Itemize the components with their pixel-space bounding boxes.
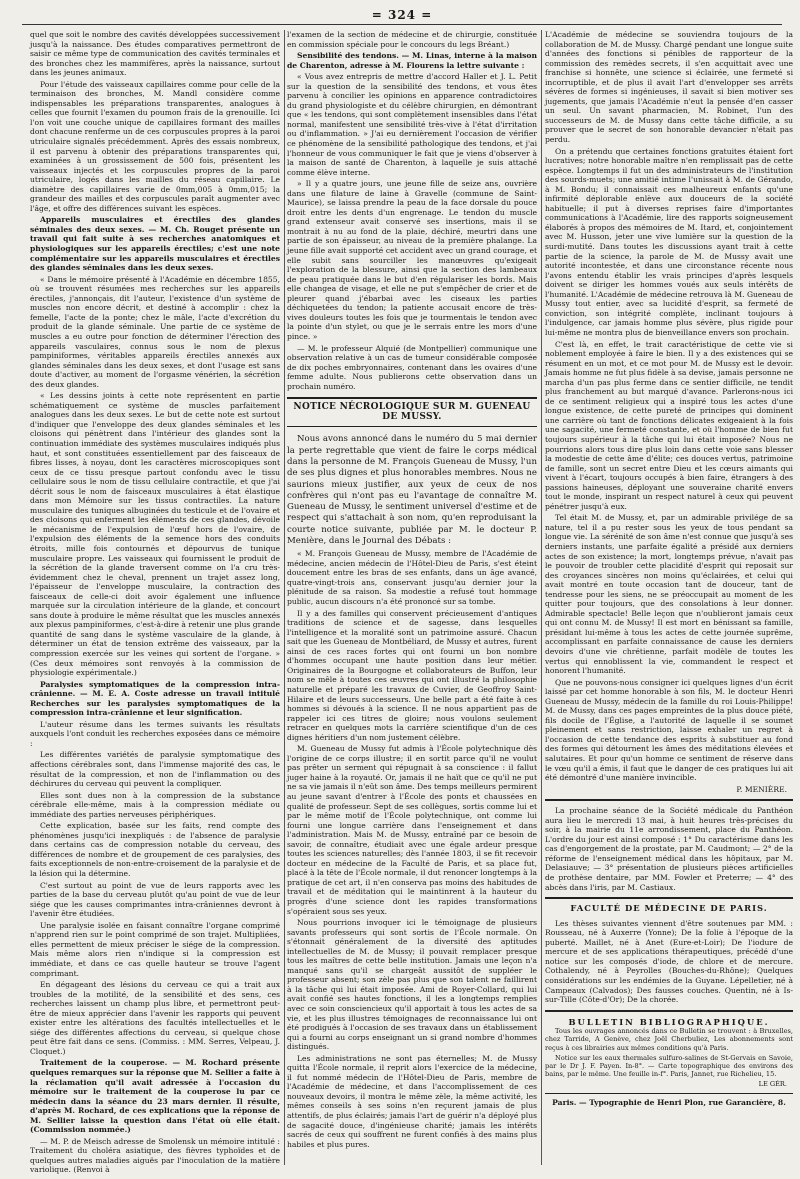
page-header	[22, 6, 782, 24]
bibliography-entry: Notice sur les eaux thermales sulfuro-salines de St-Gervais en Savoie, par le Dr J. F. Payen. In-8°. — Carte topographique des environs des bains, par le même. Une feuille in-f°. Paris, Jannet, rue Richelieu, 15.	[545, 1053, 793, 1079]
theses-list: Les thèses suivantes viennent d'être soutenues par MM. : Rousseau, né à Auxerre (Yonne); De la folie à l'époque de la puberté. Maillet, né à Anet (Eure-et-Loir); De l'iodure de mercure et de ses applications thérapeutiques, précédé d'une notice sur les composés d'iode, de chlore et de mercure. Cothalendy, né à Peyrolles (Bouches-du-Rhône); Quelques considérations sur les endémies de la Guyane. Lépelletier, né à Campeaux (Calvados); Des fausses couches. Quentin, né à Is-sur-Tille (Côte-d'Or); De la chorée.	[545, 918, 793, 1005]
paragraph: Il y a des familles qui conservent précieusement d'antiques traditions de science et de sagesse, dans lesquelles l'intelligence et la moralité sont un patrimoine assuré. Chacun sait que les Gueneau de Montbéliard, de Mussy et autres, furent ainsi de ces races fortes qui ont fourni un bon nombre d'hommes occupant une haute position dans leur métier. Originaires de la Bourgogne et collaborateurs de Buffon, leur nom se mêle à toutes ces œuvres qui ont illustré la philosophie naturelle et préparé les travaux de Cuvier, de Geoffroy Saint-Hilaire et de leurs successeurs. Une belle part a été faite à ces hommes si dévoués à la science. Il ne nous appartient pas de rappeler ici ces titres de gloire; nous voulons seulement retracer en quelques mots la carrière scientifique d'un de ces dignes héritiers d'un nom justement célèbre.	[287, 608, 537, 742]
paragraph: Cette explication, basée sur les faits, rend compte des phénomènes jusqu'ici inexpliqués : de l'absence de paralysie dans certains cas de compression notable du cerveau, des différences de nombre et de groupement de ces paralysies, des faits exceptionnels de non-entre-croisement de la paralysie et de la lésion qui la détermine.	[30, 821, 280, 879]
paragraph: C'est là, en effet, le trait caractéristique de cette vie si noblement employée à faire le bien. Il y a des existences qui se résument en un mot, et ce mot pour M. de Mussy est le devoir. Jamais homme ne fut plus fidèle à sa devise, jamais personne ne marcha d'un pas plus ferme dans ce sentier difficile, ne tendit plus franchement au but marqué d'avance. Parlerons-nous ici de ce sentiment religieux qui a inspiré tous les actes d'une longue existence, de cette pureté de principes qui dominent une carrière où tant de fonctions délicates exigeaient à la fois une sagacité, une fermeté constante, et où l'homme de bien fut toujours supérieur à la tâche qui lui était imposée? Nous ne pourrions alors tous dire plus loin dans cette voie sans blesser la modestie de cette âme d'élite; ces douces vertus, patrimoine de famille, sont un secret entre Dieu et les cœurs aimants qui vivent à l'écart, toujours occupés à bien faire, étrangers à des passions haineuses, déployant une souveraine charité envers tout le monde, inspirant un respect naturel à ceux qui peuvent pénétrer jusqu'à eux.	[545, 339, 793, 511]
paragraph: Les administrations ne sont pas éternelles; M. de Mussy quitta l'École normale, il reprit alors l'exercice de la médecine, il fut nommé médecin de l'Hôtel-Dieu de Paris, membre de l'Académie de médecine, et dans l'accomplissement de ces nouveaux devoirs, il montra le même zèle, la même activité, les mêmes conseils à ses soins n'en reçurent jamais de plus attentifs, de plus éclairés; jamais l'art de guérir n'a déployé plus de sagacité douce, d'ingénieuse charité; jamais les intérêts sacrés de ceux qui souffrent ne furent confiés à des mains plus habiles et plus pures.	[287, 1053, 537, 1149]
paragraph: M. Gueneau de Mussy fut admis à l'École polytechnique dès l'origine de ce corps illustre; il en sortit parce qu'il ne voulut pas prêter un serment qui répugnait à sa conscience : il fallut juger haine à la royauté. Or, jamais il ne haït que ce qu'il ne put ne sa vie jamais il n'eût son âme. Des temps meilleurs permirent au jeune savant d'entrer à l'École des ponts et chaussées en qualité de professeur. Sept de ses collègues, sortis comme lui et par le même motif de l'École polytechnique, ont comme lui fourni une longue carrière dans l'enseignement et dans l'administration. Mais M. de Mussy, entraîné par ce besoin de savoir, de connaître, étudiait avec une égale ardeur presque toutes les sciences naturelles; dès l'année 1803, il se fit recevoir docteur en médecine de la Faculté de Paris, et sa place fut, placé à la tête de l'École normale, il dut renoncer longtemps à la pratique de cet art, il n'en conserva pas moins des habitudes de travail et de méditation qui le maintinrent à la hauteur du progrès d'une science dont les rapides transformations s'opéraient sous ses yeux.	[287, 744, 537, 916]
paragraph: « M. François Gueneau de Mussy, membre de l'Académie de médecine, ancien médecin de l'Hôtel-Dieu de Paris, s'est éteint doucement entre les bras de ses enfants, dans un âge avancé, quatre-vingt-trois ans, conservant jusqu'au dernier jour la plénitude de sa raison. Sa modestie a refusé tout hommage public, aucun discours n'a été prononcé sur sa tombe.	[287, 549, 537, 607]
section-paragraph: Paralysies symptomatiques de la compression intra-crânienne. — M. E. A. Coste adresse un travail intitulé Recherches sur les paralysies symptomatiques de la compression intra-crânienne et leur signification.	[30, 679, 280, 718]
paragraph: L'Académie de médecine se souviendra toujours de la collaboration de M. de Mussy. Chargé pendant une longue suite d'années des fonctions si pénibles de rapporteur de la commission des remèdes secrets, il s'en acquittait avec une franchise si honnête, une science si éclairée, une fermeté si incorruptible, et de plus il avait l'art d'envelopper ses arrêts sévères de formes si ingénieuses, il savait si bien motiver ses jugements, que jamais l'Académie n'eut la pensée d'en casser un seul. Un savant pharmacien, M. Robinet, l'un des successeurs de M. de Mussy dans cette tâche difficile, a su prouver que le secret de son honorable devancier n'était pas perdu.	[545, 30, 793, 145]
bibliography-heading: BULLETIN BIBLIOGRAPHIQUE.	[568, 1016, 770, 1027]
bibliography-note: Tous les ouvrages annoncés dans ce Bulletin se trouvent : à Bruxelles, chez Tarride, A Genève, chez Joël Cherbuliez, Les abonnements sont reçus à ces librairies aux mêmes conditions qu'à Paris.	[545, 1027, 793, 1052]
paragraph: « Dans le mémoire présenté à l'Académie en décembre 1855, où se trouvent résumées mes recherches sur les appareils érectiles, j'annonçais, dit l'auteur, l'existence d'un système de muscles non encore décrit, et destiné à accomplir : chez la femelle, l'acte de la ponte; chez le mâle, l'acte d'excrétion du produit de la glande séminale. Une partie de ce système de muscles a eu outre pour fonction de déterminer l'érection des appareils vasculaires, connus sous le nom de plexus pampiniformes, véritables appareils érectiles annexés aux glandes séminales dans les deux sexes, et dont l'usage est sans doute d'activer, au moment de l'orgasme vénérien, la sécrétion des deux glandes.	[30, 274, 280, 389]
column-divider	[541, 30, 542, 1165]
footer-rule	[545, 1093, 793, 1094]
paragraph: On a prétendu que certaines fonctions gratuites étaient fort lucratives; notre honorable maître n'en remplissait pas de cette espèce. Longtemps il fut un des administrateurs de l'institution des sourds-muets; une amitié intime l'unissait à M. de Gérando, à M. Bondu; il connaissait ces malheureux enfants qu'une infirmité déplorable enlève aux douceurs de la société habituelle; il put à diverses reprises faire d'importantes communications à l'Académie, lire des rapports soigneusement élaborés à propos des mémoires de M. Itard, et, conjointement avec M. Husson, jeter une vive lumière sur la question de la surdi-mutité. Dans toutes les discussions ayant trait à cette partie de la science, la parole de M. de Mussy avait une autorité incontestée, et dans une circonstance récente nous l'avons entendu établir les vrais principes d'après lesquels doivent se diriger les hommes voués aux seuls intérêts de l'humanité. L'Académie de médecine retrouva là M. Gueneau de Mussy tout entier, avec sa lucidité d'esprit, sa fermeté de conviction, son intégrité complète, inclinant toujours à l'indulgence, car jamais homme plus sévère, plus rigide pour lui-même ne montra plus de bienveillance envers son prochain.	[545, 146, 793, 337]
column-3	[545, 30, 793, 1165]
paragraph: En dégageant des lésions du cerveau ce qui a trait aux troubles de la motilité, de la sensibilité et des sens, ces recherches laissent un champ plus libre, et permettront peut-être de mieux apprécier dans l'avenir les rapports qui peuvent exister entre les altérations des facultés intellectuelles et le siége des différentes affections du cerveau, si quelque chose peut être fait dans ce sens. (Commiss. : MM. Serres, Velpeau, J. Cloquet.)	[30, 980, 280, 1056]
page-number: = 324 =	[371, 8, 433, 22]
paragraph: Tel était M. de Mussy, et, par un admirable privilége de sa nature, tel il a pu rester sous les yeux de tous pendant sa longue vie. La sérénité de son âme n'est connue que jusqu'à ses derniers instants, une parfaite égalité a présidé aux derniers actes de son existence; la mort, longtemps prévue, n'avait pas le pouvoir de troubler cette placidité d'esprit qui reposait sur des croyances sincères non moins qu'éclairées, et celui qui avait montré en toute occasion tant de douceur, tant de tendresse pour les siens, ne se préoccupait au moment de les quitter pour toujours, que des consolations à leur donner. Admirable spectacle! Belle leçon que n'oublieront jamais ceux qui ont connu M. de Mussy! Il est mort en bénissant sa famille, présidant lui-même à tous les actes de cette journée suprême, accomplissant en parfaite connaissance de cause les derniers devoirs d'une vie chrétienne, parfait modèle de toutes les vertus qui ennoblissent la vie, commandent le respect et honorent l'humanité.	[545, 513, 793, 676]
paragraph: quel que soit le nombre des cavités développées successivement jusqu'à la naissance. Des études comparatives permettront de saisir ce même type de communication des cavités terminales et des bronches chez les mammifères, après la naissance, surtout dans les jeunes animaux.	[30, 30, 280, 78]
section-paragraph: Traitement de la couperose. — M. Rochard présente quelques remarques sur la réponse que M. Sellier a faite à la réclamation qu'il avait adressée à l'occasion du mémoire sur le traitement de la couperose lu par ce médecin dans la séance du 23 mars dernier. Il résulte, d'après M. Rochard, de ces explications que la réponse de M. Sellier laisse la question dans l'état où elle était. (Commission nommée.)	[30, 1058, 280, 1135]
column-divider	[284, 30, 285, 1165]
paragraph: » Il y a quatre jours, une jeune fille de seize ans, ouvrière dans une filature de laine à Gravelle (commune de Saint-Maurice), se laissa prendre la peau de la face dorsale du pouce droit entre les dents d'un engrenage. Le tendon du muscle grand extenseur avait conservé ses insertions, mais il se montrait à nu au fond de la plaie, déchiré, meurtri dans une partie de son épaisseur, au niveau de la première phalange. La jeune fille avait supporté cet accident avec un grand courage, et elle subit sans sourciller les manœuvres qu'exigeait l'exploration de la blessure, ainsi que la section des lambeaux de peau pratiquée dans le but d'en régulariser les bords. Mais elle changea de visage, et elle ne put s'empêcher de crier et de pleurer quand j'ébarbai avec les ciseaux les parties déchiquetées du tendon; la patiente accusait encore de très-vives douleurs toutes les fois que je tourmentais le tendon avec la pointe d'un stylet, ou que je le serrais entre les mors d'une pince. »	[287, 179, 537, 341]
paragraph: — M. le professeur Alquié (de Montpellier) communique une observation relative à un cas de tumeur considérable composée de dix poches embryonnaires, contenant dans les ovaires d'une femme adulte. Nous publierons cette observation dans un prochain numéro.	[287, 343, 537, 391]
separator-rule	[545, 897, 793, 899]
paragraph: C'est surtout au point de vue de leurs rapports avec les parties de la base du cerveau plutôt qu'au point de vue de leur siége que les causes comprimantes intra-crâniennes devront à l'avenir être étudiées.	[30, 880, 280, 919]
column-1	[30, 30, 280, 1175]
paragraph: L'auteur résume dans les termes suivants les résultats auxquels l'ont conduit les recherches exposées dans ce mémoire :	[30, 719, 280, 748]
section-paragraph: Sensibilité des tendons. — M. Linas, interne à la maison de Charenton, adresse à M. Flourens la lettre suivante :	[287, 51, 537, 70]
section-paragraph: Appareils musculaires et érectiles des glandes séminales des deux sexes. — M. Ch. Rouget présente un travail qui fait suite à ses recherches anatomiques et physiologiques sur les appareils érectiles; c'est une note complémentaire sur les appareils musculaires et érectiles des glandes séminales dans les deux sexes.	[30, 215, 280, 273]
paragraph: l'examen de la section de médecine et de chirurgie, constituée en commission spéciale pour le concours du legs Bréant.)	[287, 30, 537, 49]
paragraph: Que ne pouvons-nous consigner ici quelques lignes d'un écrit laissé par cet homme honorable à son fils, M. le docteur Henri Gueneau de Mussy, médecin de la famille du roi Louis-Philippe! M. de Mussy, dans ces pages empreintes de la plus douce piété, fils docile de l'Église, a l'autorité de laquelle il se soumet pleinement et sans restriction, laisse exhaler un regret à l'occasion de cette tendance des esprits à substituer au fond des formes qui détournent les âmes des méditations élevées et salutaires. Et pour qu'un homme ce sentiment de réserve dans le vœu qu'il a émis, il faut que le danger de ces pratiques lui ait été démontré d'une manière invincible.	[545, 677, 793, 783]
obituary-intro: Nous avons annoncé dans le numéro du 5 mai dernier la perte regrettable que vient de faire le corps médical dans la personne de M. François Gueneau de Mussy, l'un de ses plus dignes et plus honorables membres. Nous ne saurions mieux justifier, aux yeux de ceux de nos confrères qui n'ont pas eu l'avantage de connaître M. Gueneau de Mussy, le sentiment universel d'estime et de respect qui s'attachait à son nom, qu'en reproduisant la courte notice suivante, publiée par M. le docteur P. Menière, dans le Journal des Débats :	[287, 434, 537, 546]
obituary-title: NOTICE NÉCROLOGIQUE SUR M. GUENEAU DE MUSSY.	[287, 397, 537, 427]
paragraph: Elles sont dues non à la compression de la substance cérébrale elle-même, mais à la compression médiate ou immédiate des parties nerveuses périphériques.	[30, 790, 280, 819]
paragraph: Pour l'étude des vaisseaux capillaires comme pour celle de la terminaison des bronches, M. Mandl considère comme indispensables les préparations transparentes, analogues à celles que fournit l'examen du poumon frais de la grenouille. Ici l'on voit une couche unique de capillaires formant des mailles dont chacune renferme un de ces corpuscules propres à la paroi utriculaire signalés précédemment. Après des essais nombreux, il est parvenu à obtenir des préparations transparentes qui, examinées à un grossissement de 500 fois, présentent les vaisseaux injectés et les corpuscules propres de la paroi utriculaire, logés dans les mailles du réseau capillaire. Le diamètre des capillaires varie de 0mm,005 à 0mm,015; la grandeur des mailles et des corpuscules paraît augmenter avec l'âge, et offre des différences suivant les espèces.	[30, 79, 280, 213]
manager-signature: LE GÉR.	[758, 1080, 787, 1089]
paragraph: Nous pourrions invoquer ici le témoignage de plusieurs savants professeurs qui sont sortis de l'École normale. On s'étonnait généralement de la diversité des aptitudes intellectuelles de M. de Mussy; il pouvait remplacer presque tous les maîtres de cette belle institution. Jamais une leçon n'a manqué sans qu'il se chargeât aussitôt de suppléer le professeur absent; son zèle pas plus que son talent ne faillirent à la tâche qui lui était imposée. Ami de Royer-Collard, qui lui avait confié ses hautes fonctions, il les a longtemps remplies avec ce soin consciencieux qu'il apportait à tous les actes de sa vie, et les plus illustres témoignages de reconnaissance lui ont été prodigués à l'occasion de ses travaux dans un établissement qui a fourni au corps enseignant un si grand nombre d'hommes distingués.	[287, 918, 537, 1052]
paragraph: « Les dessins joints à cette note représentent en partie schématiquement ce système de muscles parfaitement analogues dans les deux sexes. Le but de cette note est surtout d'indiquer que l'enveloppe des deux glandes séminales et les cloisons qui pénètrent dans l'intérieur des glandes sont la continuation immédiate des systèmes musculaires indiqués plus haut, et sont constituées essentiellement par des faisceaux de fibres lisses, à noyau, dont les caractères microscopiques sont ceux de ce tissu presque partout confondu avec le tissu cellulaire sous le nom de tissu cellulaire contractile, et que j'ai décrit sous le nom de faisceaux musculaires à état élastique dans mon Mémoire sur les tissus contractiles. La nature musculaire des tuniques albuginées du testicule et de l'ovaire et des cloisons qui enferment les éléments de ces glandes, dévoile le mécanisme de l'expulsion de l'œuf hors de l'ovaire, de l'expulsion des éléments de la semence hors des conduits étroits, mille fois contournés et dépourvus de tunique musculaire propre. Les vaisseaux qui fournissent le produit de la sécrétion de la glande traversent comme on l'a cru très-évidemment chez le cheval, prennent un trajet assez long, l'épaisseur de l'enveloppe musculaire, la contraction des faisceaux de celle-ci doit avoir également une influence marquée sur la circulation intérieure de la glande, et concourt sans doute à produire le même résultat que les muscles annexés aux plexus pampiniformes, c'est-à-dire à retenir une plus grande quantité de sang dans le système vasculaire de la glande, à déterminer un état de tension extrême des vaisseaux, par la compression exercée sur les veines qui sortent de l'organe. » (Ces deux mémoires sont renvoyés à la commission de physiologie expérimentale.)	[30, 391, 280, 678]
announcement: La prochaine séance de la Société médicale du Panthéon aura lieu le mercredi 13 mai, à huit heures très-précises du soir, à la mairie du 11e arrondissement, place du Panthéon. L'ordre du jour est ainsi composé : 1° Du caractérisme dans les cas d'engorgement de la prostate, par M. Caudmont; — 2° de la réforme de l'enseignement médical dans les hôpitaux, par M. Delasiauve; — 3° présentation de plusieurs pièces artificielles de prothèse dentaire, par MM. Fowler et Preterre; — 4° des abcès dans l'iris, par M. Castiaux.	[545, 806, 793, 892]
separator-rule	[545, 1010, 793, 1012]
paragraph: — M. P. de Meisch adresse de Smolensk un mémoire intitulé : Traitement du choléra asiatique, des fièvres typhoïdes et de quelques autres maladies aiguës par l'inoculation de la matière variolique. (Renvoi à	[30, 1136, 280, 1175]
signature: P. MENIÈRE.	[736, 784, 787, 794]
separator-rule	[545, 799, 793, 801]
paragraph: « Vous avez entrepris de mettre d'accord Haller et J. L. Petit sur la question de la sensibilité des tendons, et vous êtes parvenu à concilier les opinions en apparence contradictoires du grand physiologiste et du célèbre chirurgien, en démontrant que « les tendons, qui sont complètement insensibles dans l'état normal, manifestent une sensibilité très-vive à l'état d'irritation ou d'inflammation. » J'ai eu dernièrement l'occasion de vérifier ce phénomène de la sensibilité pathologique des tendons, et j'ai l'honneur de vous communiquer le fait que je viens d'observer à la maison de santé de Charenton, à laquelle je suis attaché comme élève interne.	[287, 72, 537, 177]
faculty-heading: FACULTÉ DE MÉDECINE DE PARIS.	[570, 903, 768, 914]
paragraph: Une paralysie isolée en faisant connaître l'organe comprimé n'apprend rien sur le point comprimé de son trajet. Multipliées, elles permettent de mieux préciser le siége de la compression. Mais même alors rien n'indique si la compression est immédiate, et dans ce cas quelle hauteur se trouve l'agent comprimant.	[30, 920, 280, 978]
header-rule	[22, 24, 782, 25]
printer-line: Paris. — Typographie de Henri Plon, rue Garancière, 8.	[552, 1097, 786, 1107]
paragraph: Les différentes variétés de paralysie symptomatique des affections cérébrales sont, dans l'immense majorité des cas, le résultat de la compression, et non de l'inflammation ou des déchirures du cerveau qui peuvent la compliquer.	[30, 750, 280, 789]
column-2	[287, 30, 537, 1165]
